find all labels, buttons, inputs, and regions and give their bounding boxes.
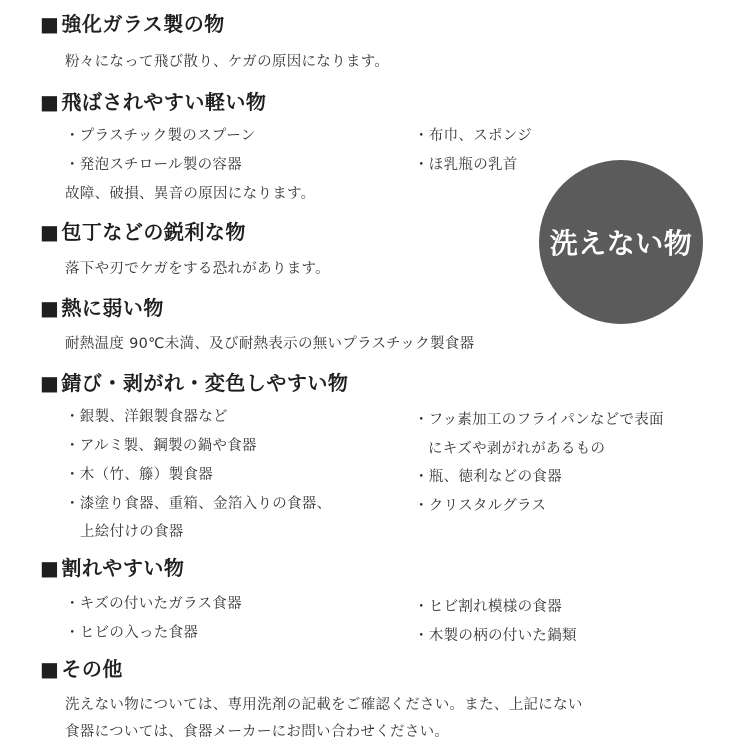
description: 洗えない物については、専用洗剤の記載をご確認ください。また、上記にない <box>65 697 583 713</box>
description: 粉々になって飛び散り、ケガの原因になります。 <box>65 54 390 70</box>
section-heading-sharp-items <box>40 216 246 245</box>
heading-text: 包丁などの鋭利な物 <box>61 220 246 244</box>
list-item: ・アルミ製、鋼製の鍋や食器 <box>65 438 257 454</box>
section-heading-rust-peel-discolor <box>40 367 348 396</box>
list-item-continuation: 上絵付けの食器 <box>80 524 184 540</box>
list-item: ・木製の柄の付いた鍋類 <box>414 628 577 644</box>
list-item-continuation: にキズや剥がれがあるもの <box>428 441 606 457</box>
heading-text: 強化ガラス製の物 <box>61 12 225 36</box>
bullet-square: ■ <box>40 90 60 114</box>
heading-text: 割れやすい物 <box>61 556 185 580</box>
list-item: ・銀製、洋銀製食器など <box>65 409 228 425</box>
list-item: ・キズの付いたガラス食器 <box>65 596 242 612</box>
bullet-square: ■ <box>40 556 60 580</box>
list-item: ・プラスチック製のスプーン <box>65 128 256 144</box>
bullet-square: ■ <box>40 220 60 244</box>
description: 耐熱温度 90℃未満、及び耐熱表示の無いプラスチック製食器 <box>65 336 475 352</box>
section-heading-fragile <box>40 552 184 581</box>
not-washable-badge <box>539 160 703 324</box>
description: 落下や刃でケガをする恐れがあります。 <box>65 261 330 277</box>
description: 食器については、食器メーカーにお問い合わせください。 <box>65 724 450 740</box>
section-heading-light-items <box>40 86 266 115</box>
list-item: ・布巾、スポンジ <box>414 128 533 144</box>
list-item: ・漆塗り食器、重箱、金箔入りの食器、 <box>65 496 332 512</box>
section-heading-tempered-glass <box>40 8 225 37</box>
heading-text: 錆び・剥がれ・変色しやすい物 <box>61 371 349 395</box>
badge-label: 洗えない物 <box>549 227 693 260</box>
bullet-square: ■ <box>40 12 60 36</box>
heading-text: その他 <box>61 657 123 681</box>
list-item: ・瓶、徳利などの食器 <box>414 469 562 485</box>
description: 故障、破損、異音の原因になります。 <box>65 186 316 202</box>
bullet-square: ■ <box>40 657 60 681</box>
section-heading-others <box>40 653 123 682</box>
section-heading-heat-sensitive <box>40 292 164 321</box>
list-item: ・ヒビの入った食器 <box>65 625 199 641</box>
list-item: ・ヒビ割れ模様の食器 <box>414 599 562 615</box>
heading-text: 熱に弱い物 <box>61 296 164 320</box>
list-item: ・ほ乳瓶の乳首 <box>414 157 518 173</box>
list-item: ・発泡スチロール製の容器 <box>65 157 243 173</box>
list-item: ・木（竹、籐）製食器 <box>65 467 213 483</box>
bullet-square: ■ <box>40 371 60 395</box>
list-item: ・クリスタルグラス <box>414 498 547 514</box>
bullet-square: ■ <box>40 296 60 320</box>
list-item: ・フッ素加工のフライパンなどで表面 <box>414 412 664 428</box>
heading-text: 飛ばされやすい軽い物 <box>61 90 267 114</box>
